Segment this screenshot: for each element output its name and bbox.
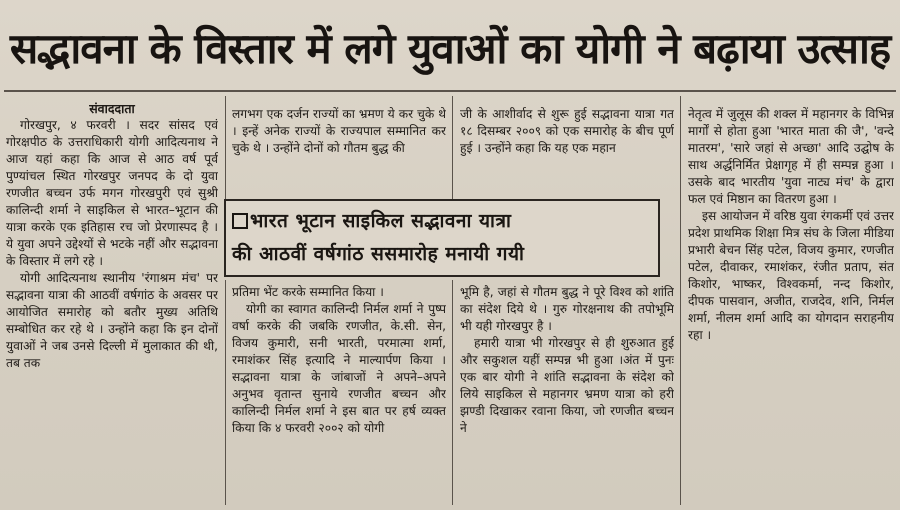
column-1-paragraph-2: योगी आदित्यनाथ स्थानीय 'रंगाश्रम मंच' पर सद्भावना यात्रा की आठवीं वर्षगांठ के अवसर पर आयोजित समारोह को बतौर मुख्य अतिथि सम्बोधित कर रहे थे । उन्होंने कहा कि इन दोनों युवाओं ने जब उनसे दिल्ली में मुलाकात की थी, तब तक [6,271,218,370]
column-divider-1 [225,96,226,200]
column-3-bottom [460,284,674,506]
column-3-top [460,106,674,192]
column-divider-3 [680,96,681,505]
headline: सद्भावना के विस्तार में लगे युवाओं का योगी ने बढ़ाया उत्साह [9,24,891,73]
column-4 [688,106,894,506]
column-2-paragraph-2: योगी का स्वागत कालिन्दी निर्मल शर्मा ने पुष्प वर्षा करके की जबकि रणजीत, के.सी. सेन, विजय कुमारी, सनी भारती, परमात्मा शर्मा, रमाशंकर सिंह इत्यादि ने माल्यार्पण किया । सद्भावना यात्रा के जांबाजों ने अपने–अपने अनुभव वृतान्त सुनाये रणजीत बच्चन और कालिन्दी निर्मल शर्मा ने इस बात पर हर्ष व्यक्त किया कि ४ फरवरी २००२ को योगी [232,302,446,435]
column-2-top-text: लगभग एक दर्जन राज्यों का भ्रमण ये कर चुके थे । इन्हें अनेक राज्यों के राज्यपाल सम्मानित कर चुके थे । उन्होंने दोनों को गौतम बुद्ध की [232,107,446,155]
column-2-top [232,106,446,192]
column-2-paragraph-1: प्रतिमा भेंट करके सम्मानित किया । [232,285,384,299]
column-divider-1-lower [225,280,226,505]
column-1 [6,100,218,506]
column-divider-2-lower [452,280,453,505]
box-bullet-icon [232,213,248,229]
boxed-subheading [224,199,660,277]
byline: संवाददाता [89,101,135,116]
subheading-line-1-text: भारत भूटान साइकिल सद्भावना यात्रा [250,210,512,232]
subheading-line-1 [232,205,652,238]
column-4-paragraph-2: इस आयोजन में वरिष्ठ युवा रंगकर्मी एवं उत्तर प्रदेश प्राथमिक शिक्षा मित्र संघ के जिला मीडिया प्रभारी बेचन सिंह पटेल, विजय कुमार, रणजीत पटेल, दीवाकर, रमाशंकर, रंजीत प्रताप, संत किशोर, भाष्कर, विश्वकर्मा, नन्द किशोर, दीपक पासवान, अजीत, राजदेव, शनि, निर्मल शर्मा, नीलम शर्मा आदि का योगदान सराहनीय रहा । [688,209,894,342]
column-4-paragraph-1: नेतृत्व में जुलूस की शक्ल में महानगर के विभिन्न मार्गों से होता हुआ 'भारत माता की जै', 'वन्दे मातरम', 'सारे जहां से अच्छा' आदि उद्घोष के साथ अर्द्धनिर्मित प्रेक्षागृह में ही सम्पन्न हुआ । उसके बाद भारतीय 'युवा नाट्य मंच' के द्वारा फल एवं मिष्ठान का वितरण हुआ । [688,107,894,206]
column-3-paragraph-1: भूमि है, जहां से गौतम बुद्ध ने पूरे विश्व को शांति का संदेश दिये थे । गुरु गोरक्षनाथ की तपोभूमि भी यही गोरखपुर है । [460,285,674,333]
column-2-bottom [232,284,446,506]
subheading-line-2: की आठवीं वर्षगांठ ससमारोह मनायी गयी [232,243,525,265]
headline-rule [4,90,896,92]
column-3-top-text: जी के आशीर्वाद से शुरू हुई सद्भावना यात्रा गत १८ दिसम्बर २००९ को एक समारोह के बीच पूर्ण हुई । उन्होंने कहा कि यह एक महान [460,107,674,155]
column-3-paragraph-2: हमारी यात्रा भी गोरखपुर से ही शुरुआत हुई और सकुशल यहीं सम्पन्न भी हुआ ।अंत में पुनः एक बार योगी ने शांति सद्भावना के संदेश को लिये साइकिल से महानगर भ्रमण यात्रा को हरी झण्डी दिखाकर रवाना किया, जो रणजीत बच्चन ने [460,336,674,435]
column-1-paragraph-1: गोरखपुर, ४ फरवरी । सदर सांसद एवं गोरक्षपीठ के उत्तराधिकारी योगी आदित्यनाथ ने आज यहां कहा कि आज से आठ वर्ष पूर्व पुण्यांचल स्थित गोरखपुर जनपद के दो युवा रणजीत बच्चन उर्फ मगन गोरखपुरी एवं सुश्री कालिन्दी शर्मा ने साइकिल से भारत–भूटान की यात्रा करके एक इतिहास रच जो प्रेरणास्पद है । ये युवा अपने उद्देश्यों से भटके नहीं और सद्भावना के विस्तार में लगे रहे । [6,118,218,268]
column-divider-2 [452,96,453,199]
